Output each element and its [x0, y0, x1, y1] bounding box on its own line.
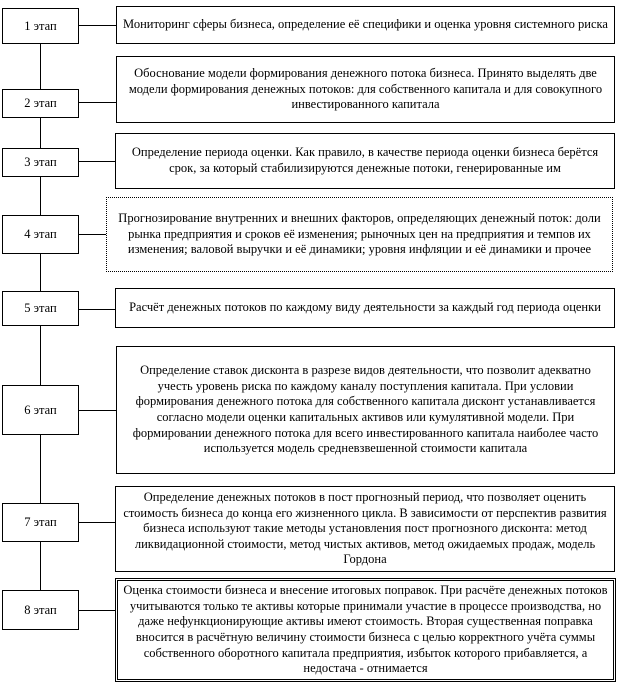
- connector-1-2: [40, 44, 41, 89]
- stage-4-label: 4 этап: [24, 227, 57, 241]
- connector-2-3: [40, 118, 41, 148]
- stage-7-box: [2, 503, 79, 542]
- connector-4-5: [40, 254, 41, 291]
- stage-5-label: 5 этап: [24, 301, 57, 315]
- link-1: [79, 25, 116, 26]
- stage-3-description: Определение периода оценки. Как правило, в качестве периода оценки бизнеса берётся срок, за который стабилизируются денежные потоки, генерированные им: [115, 133, 615, 189]
- stage-2-description: Обоснование модели формирования денежного потока бизнеса. Принято выделять две модели формирования денежных потоков: для собственного капитала и для совокупного инвестированного капитала: [116, 56, 615, 123]
- link-2: [79, 102, 116, 103]
- stage-4-box: [2, 215, 79, 254]
- stage-7-label: 7 этап: [24, 515, 57, 529]
- link-7: [79, 522, 115, 523]
- stage-3-label: 3 этап: [24, 155, 57, 169]
- link-5: [79, 309, 115, 310]
- stage-3-box: [2, 148, 79, 177]
- stage-8-label: 8 этап: [24, 602, 57, 617]
- stage-5-box: [2, 291, 79, 326]
- link-4: [79, 234, 106, 235]
- stage-6-box: [2, 385, 79, 435]
- stage-2-label: 2 этап: [24, 96, 57, 110]
- connector-6-7: [40, 435, 41, 503]
- stage-2-box: [2, 89, 79, 118]
- link-8: [79, 610, 115, 611]
- connector-3-4: [40, 177, 41, 215]
- stage-4-description: Прогнозирование внутренних и внешних факторов, определяющих денежный поток: доли рынка предприятия и сроков её изменения; рыночных цен на предприятия и темпов их изменения; валовой выручки и её динамики; уровня инфляции и её динамики и прочее: [106, 197, 613, 272]
- stage-8-box: [2, 590, 79, 630]
- link-3: [79, 161, 115, 162]
- stage-1-description: Мониторинг сферы бизнеса, определение её специфики и оценка уровня системного риска: [116, 6, 615, 44]
- stage-5-description: Расчёт денежных потоков по каждому виду деятельности за каждый год периода оценки: [115, 288, 615, 328]
- stage-6-description: Определение ставок дисконта в разрезе видов деятельности, что позволит адекватно учесть уровень риска по каждому каналу поступления капитала. При условии формирования денежного потока для собственного капитала дисконт устанавливается согласно модели оценки капитальных активов или кумулятивной модели. При формировании денежного потока для всего инвестированного капитала наиболее часто используется модель средневзвешенной стоимости капитала: [116, 346, 615, 474]
- stage-7-description: Определение денежных потоков в пост прогнозный период, что позволяет оценить стоимость бизнеса до конца его жизненного цикла. В зависимости от перспектив развития бизнеса используют такие методы установления пост прогнозного дисконта: метод ликвидационной стоимости, метод чистых активов, метод ожидаемых продаж, модель Гордона: [115, 486, 615, 572]
- stage-1-box: [2, 8, 79, 44]
- stage-6-label: 6 этап: [24, 402, 57, 417]
- stage-8-description: Оценка стоимости бизнеса и внесение итоговых поправок. При расчёте денежных потоков учитываются только те активы которые принимали участие в процессе производства, но даже нефункционирующие активы имеют стоимость. Вторая существенная поправка вносится в расчётную величину стоимости бизнеса с целью корректного учёта суммы собственного оборотного капитала предприятия, избыток которого прибавляется, а недостача - отнимается: [115, 578, 616, 682]
- link-6: [79, 410, 116, 411]
- connector-5-6: [40, 326, 41, 385]
- stage-1-label: 1 этап: [24, 18, 57, 33]
